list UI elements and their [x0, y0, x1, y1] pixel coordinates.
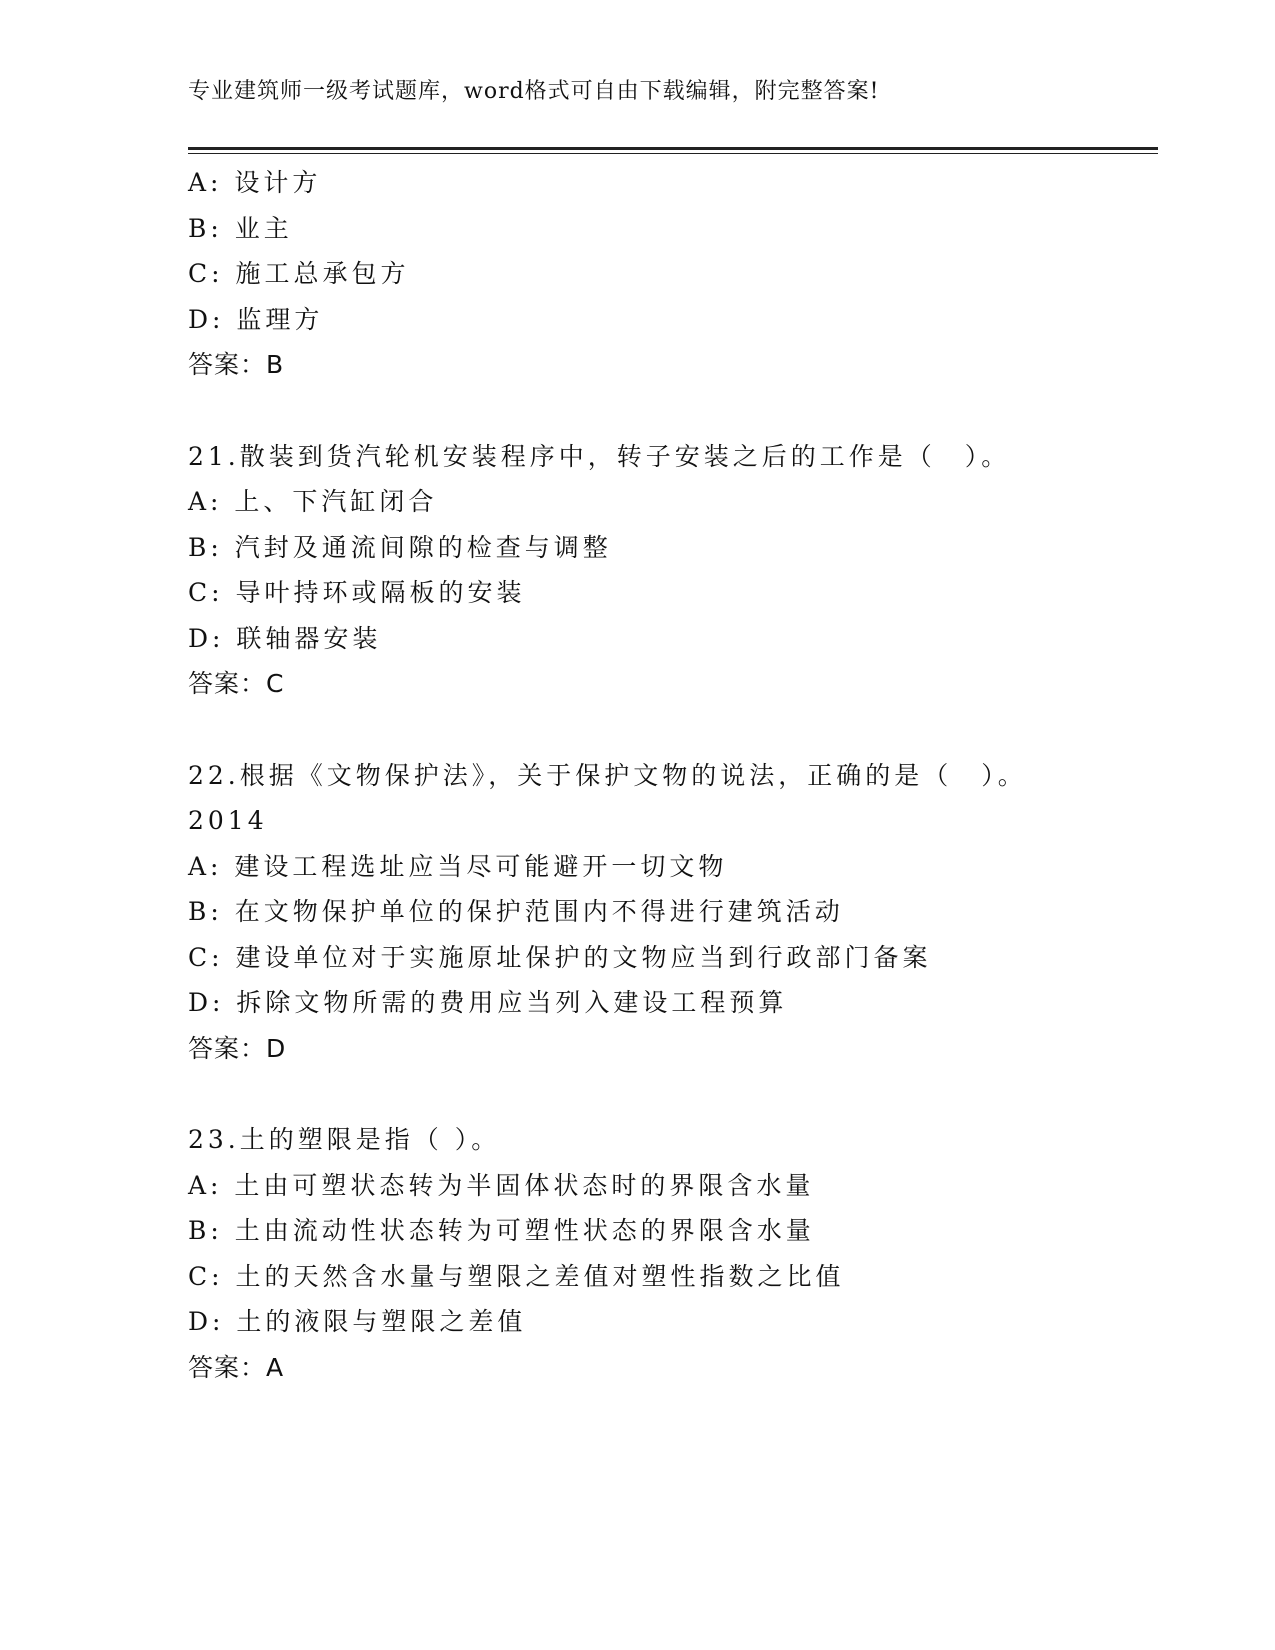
question-stem: 23.土的塑限是指（ ）。	[188, 1125, 501, 1154]
option-b: B: 汽封及通流间隙的检查与调整	[188, 532, 612, 562]
spacer	[188, 1071, 1158, 1117]
option-d: D: 土的液限与塑限之差值	[188, 1307, 527, 1336]
option-b: B: 在文物保护单位的保护范围内不得进行建筑活动	[188, 897, 844, 926]
option-c: C: 施工总承包方	[188, 259, 410, 288]
spacer	[188, 388, 1158, 434]
spacer	[188, 707, 1158, 753]
option-d: D: 监理方	[188, 304, 324, 334]
question-stem: 22.根据《文物保护法》，关于保护文物的说法，正确的是（ ）。	[188, 760, 1027, 790]
option-a: A: 上、下汽缸闭合	[188, 487, 438, 516]
header-rule-thin	[188, 153, 1158, 154]
answer-line: 答案：C	[188, 669, 285, 698]
answer-line: 答案：B	[188, 350, 285, 379]
option-b: B: 土由流动性状态转为可塑性状态的界限含水量	[188, 1216, 815, 1245]
option-a: A: 设计方	[188, 168, 322, 197]
option-c: C: 建设单位对于实施原址保护的文物应当到行政部门备案	[188, 942, 932, 972]
header-rule-thick	[188, 147, 1158, 150]
question-23	[188, 1117, 1158, 1390]
option-b: B: 业主	[188, 213, 293, 243]
option-d: D: 联轴器安装	[188, 623, 382, 653]
question-stem: 21.散装到货汽轮机安装程序中，转子安装之后的工作是（ ）。	[188, 441, 1011, 471]
option-a: A: 建设工程选址应当尽可能避开一切文物	[188, 851, 728, 881]
option-c: C: 导叶持环或隔板的安装	[188, 578, 526, 607]
question-content	[188, 160, 1158, 1390]
answer-line: 答案：A	[188, 1352, 285, 1382]
answer-line: 答案：D	[188, 1033, 287, 1063]
question-21	[188, 434, 1158, 707]
option-d: D: 拆除文物所需的费用应当列入建设工程预算	[188, 988, 788, 1017]
option-c: C: 土的天然含水量与塑限之差值对塑性指数之比值	[188, 1261, 845, 1291]
question-note: 2014	[188, 806, 268, 835]
question-22	[188, 753, 1158, 1072]
question-fragment	[188, 160, 1158, 388]
option-a: A: 土由可塑状态转为半固体状态时的界限含水量	[188, 1170, 815, 1200]
page-header: 专业建筑师一级考试题库，word格式可自由下载编辑，附完整答案!	[188, 79, 880, 104]
